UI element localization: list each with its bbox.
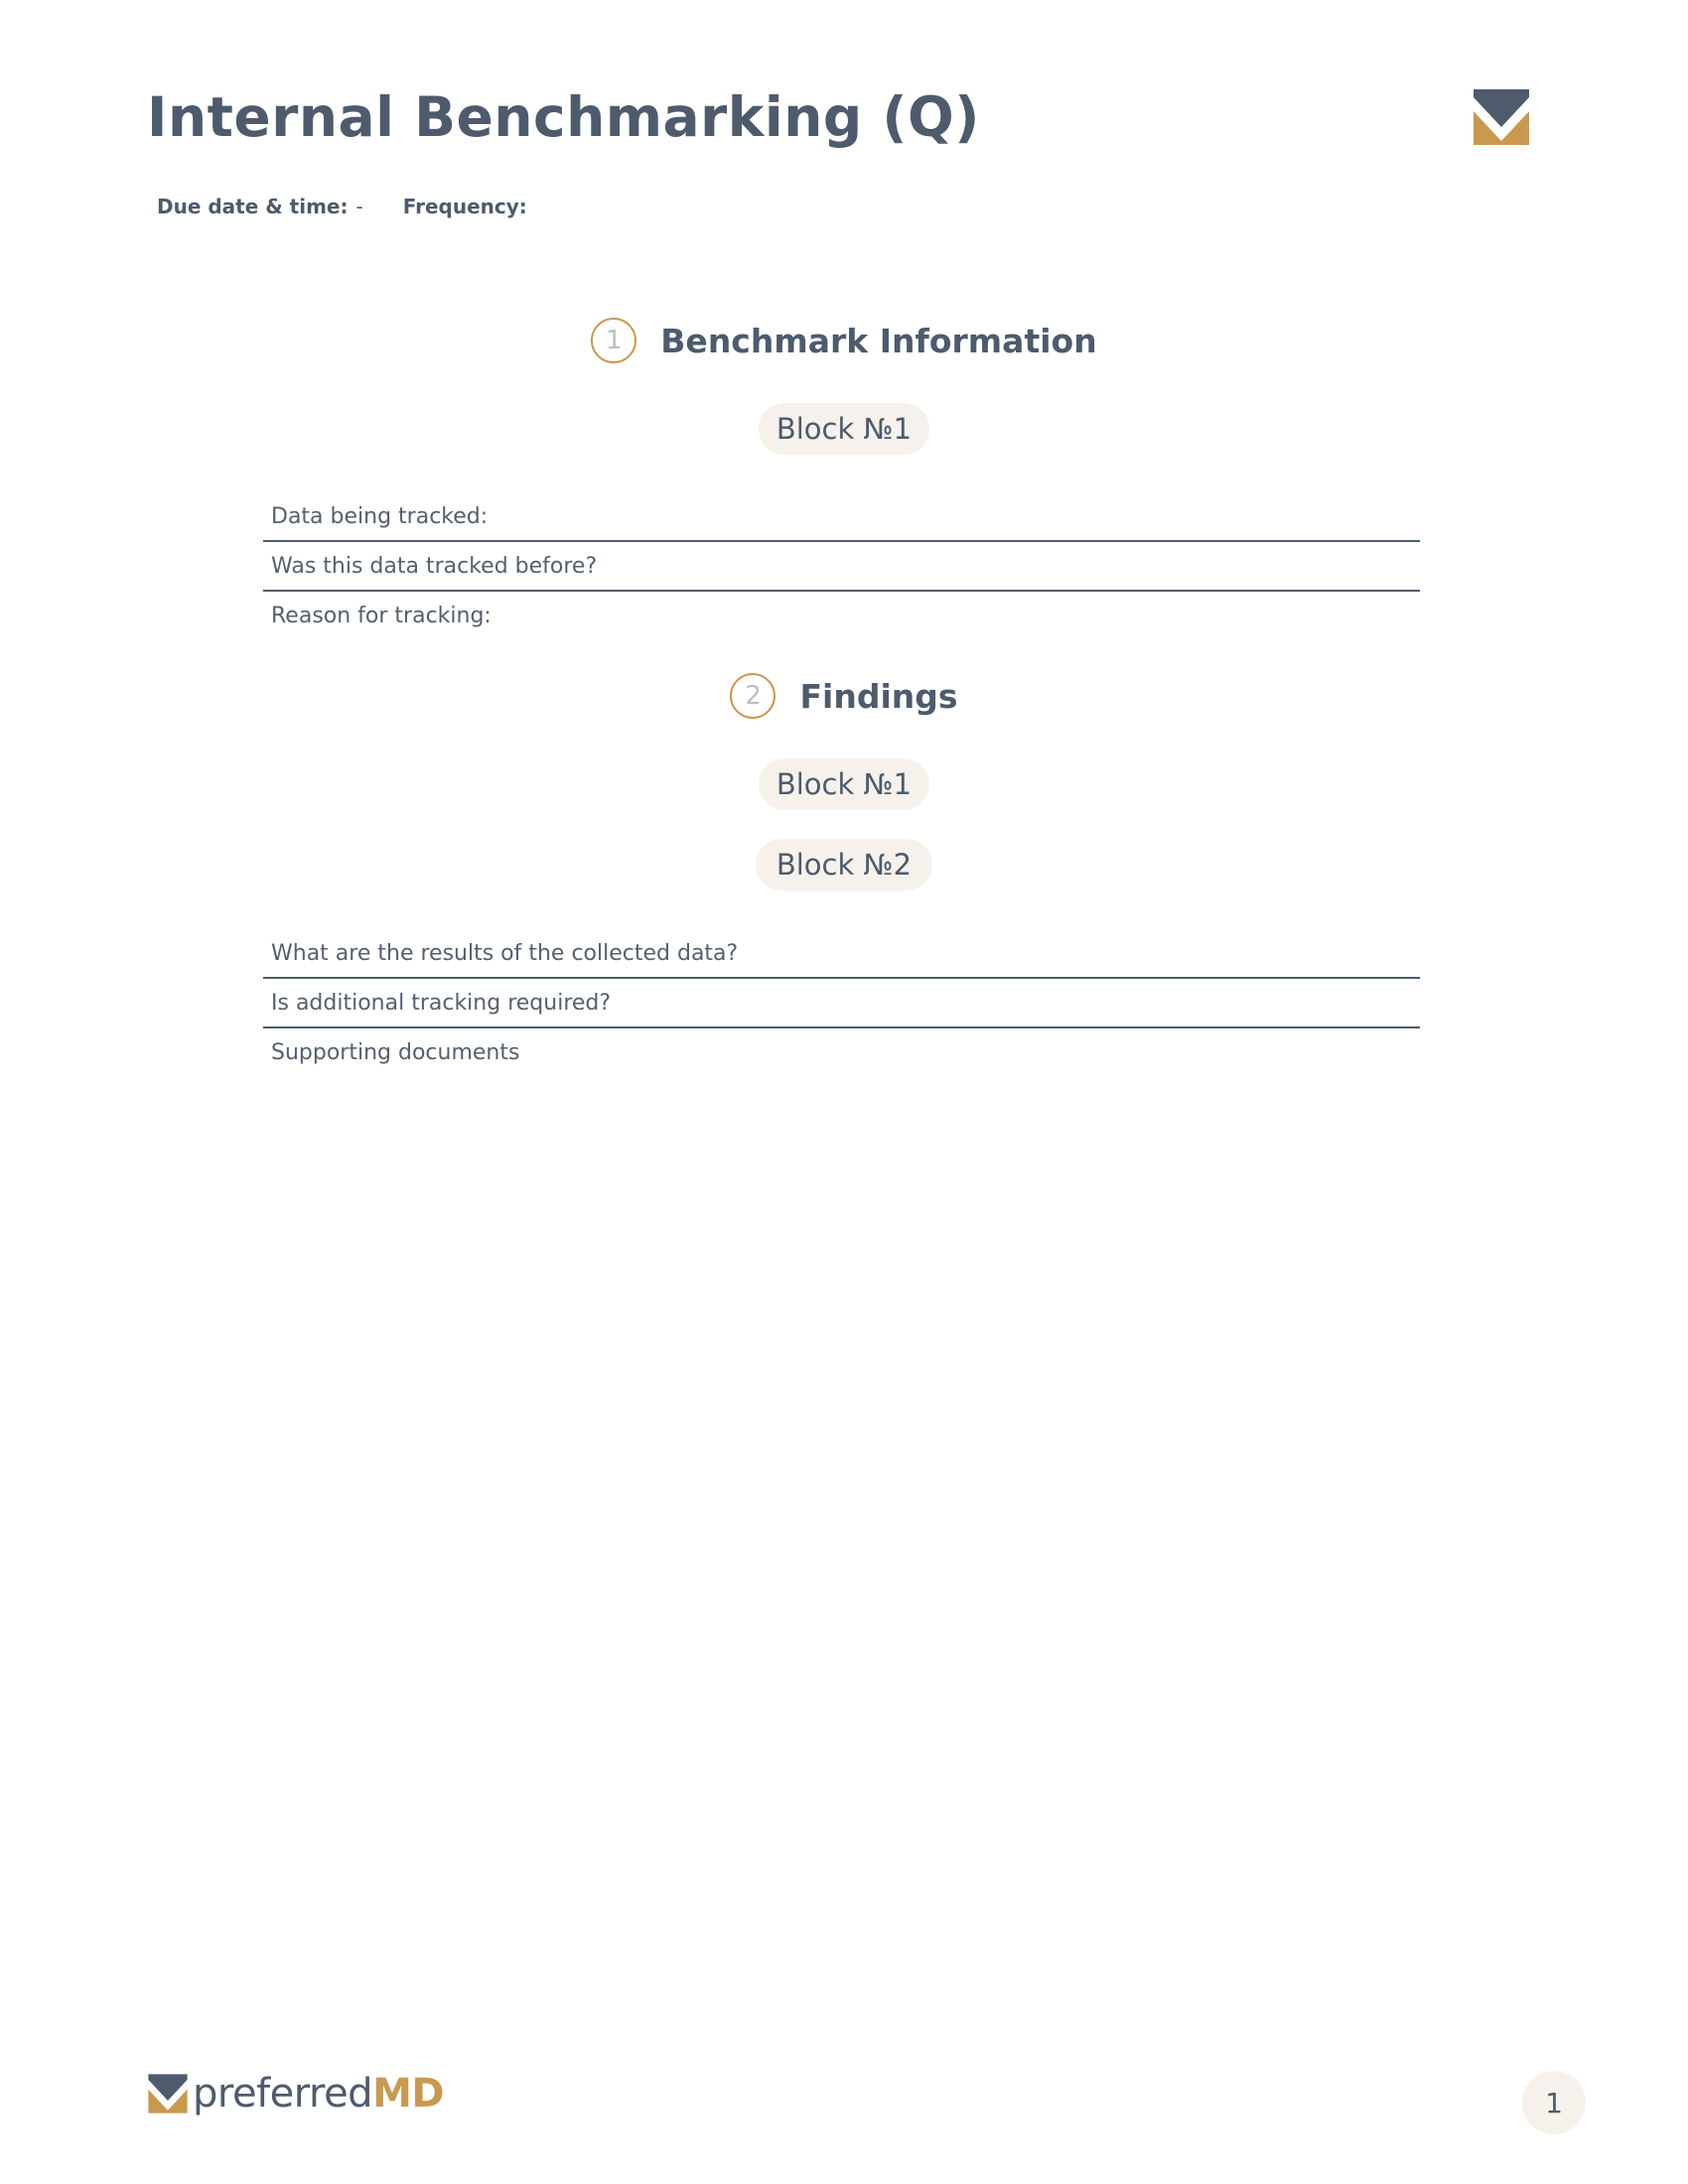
- block-pill[interactable]: Block №2: [756, 839, 932, 890]
- section-header-findings: [0, 673, 1688, 719]
- brand-prefix: preferred: [193, 2071, 373, 2116]
- block-pill[interactable]: Block №1: [759, 403, 929, 455]
- field-list: [263, 492, 1420, 639]
- checkmark-logo-icon: [147, 2073, 189, 2115]
- due-date-value: -: [355, 195, 363, 218]
- frequency-label: Frequency:: [402, 195, 527, 218]
- field-results-collected-data[interactable]: What are the results of the collected data?: [263, 929, 1420, 979]
- field-tracked-before[interactable]: Was this data tracked before?: [263, 542, 1420, 592]
- page-number: 1: [1522, 2071, 1586, 2134]
- brand-suffix: MD: [372, 2071, 445, 2116]
- page-title: Internal Benchmarking (Q): [147, 85, 980, 149]
- section-title: Benchmark Information: [660, 321, 1097, 360]
- field-additional-tracking[interactable]: Is additional tracking required?: [263, 979, 1420, 1028]
- brand-wordmark: [193, 2071, 444, 2116]
- block-pill[interactable]: Block №1: [759, 758, 929, 810]
- meta-row: [157, 195, 527, 218]
- field-supporting-documents[interactable]: Supporting documents: [271, 1039, 520, 1065]
- section-header-benchmark-information: [0, 318, 1688, 363]
- section-number: 1: [591, 318, 636, 363]
- footer-brand-logo: [147, 2071, 444, 2116]
- section-number: 2: [730, 673, 775, 719]
- field-data-being-tracked[interactable]: Data being tracked:: [263, 492, 1420, 542]
- checkmark-logo-icon: [1472, 87, 1531, 147]
- due-date-label: Due date & time:: [157, 195, 349, 218]
- field-list: [263, 929, 1420, 1076]
- section-title: Findings: [799, 676, 958, 716]
- field-reason-for-tracking[interactable]: Reason for tracking:: [271, 603, 492, 628]
